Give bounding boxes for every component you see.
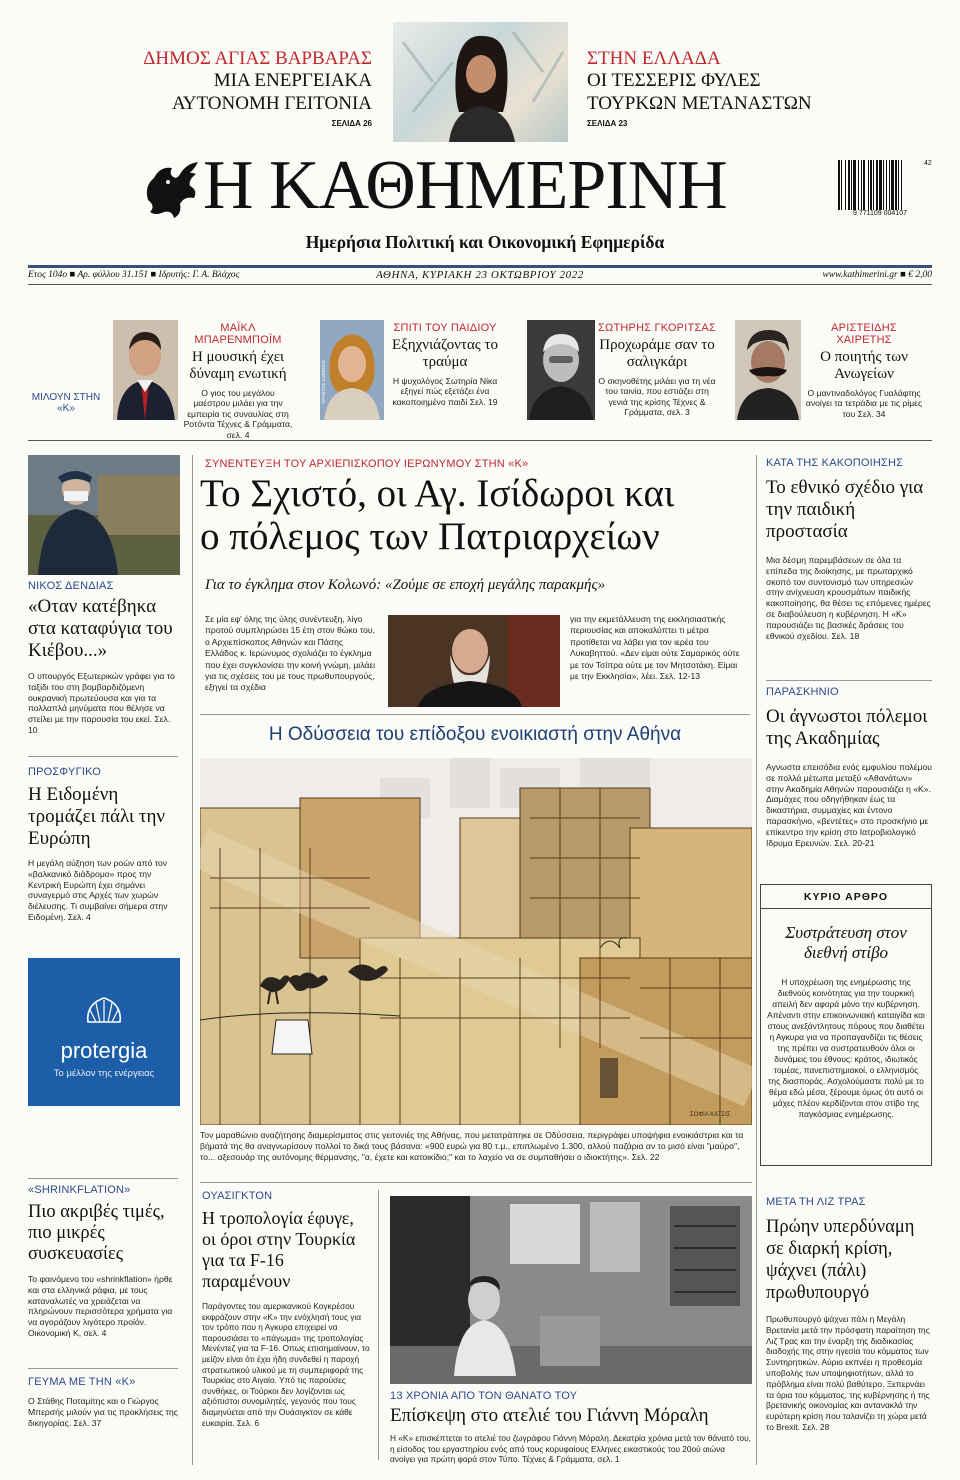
promo-left-kicker: ΔΗΜΟΣ ΑΓΙΑΣ ΒΑΡΒΑΡΑΣ [143, 48, 372, 69]
story-lunch[interactable] [28, 1376, 178, 1428]
editorial-box[interactable] [760, 884, 932, 1166]
story-body: Παράγοντες του αμερικανικού Κογκρέσου εκφράζουν στην «Κ» την ενόχλησή τους για τον τρόπο που η Αγκυρα επιχειρεί να παρουσιάσει το «πάγωμα» της τροπολογίας Μενέντεζ για τα F-16. Οπως επισημαίνουν, το μείζον είναι ότι έχει ήδη συνδεθεί η παροχή στρατιωτικού υλικού με τη συμπεριφορά της Τουρκίας στο Αιγαίο. Υπό τις παρούσες συνθήκες, οι Τούρκοι δεν λογίζονται ως αξιόπιστοι συνομιλητές, γεγονός που τους διαμηνύεται από την Ουάσιγκτον σε κάθε ευκαιρία. Σελ. 6 [202, 1301, 370, 1428]
story-kicker: ΠΑΡΑΣΚΗΝΙΟ [766, 686, 839, 698]
story-truss[interactable] [766, 1196, 932, 1433]
moralis-kicker: 13 ΧΡΟΝΙΑ ΑΠΟ ΤΟΝ ΘΑΝΑΤΟ ΤΟΥ [390, 1390, 578, 1402]
story-kicker: ΠΡΟΣΦΥΓΙΚΟ [28, 766, 102, 778]
promo-right-kicker: ΣΤΗΝ ΕΛΛΑΔΑ [587, 48, 721, 69]
promo-left-line1[interactable]: ΜΙΑ ΕΝΕΡΓΕΙΑΚΑ [213, 70, 372, 91]
main-body-right: για την εκμετάλλευση της εκκλησιαστικής περιουσίας και αποκαλύπτει τι μέτρα προτίθεται να λάβει για τον ιερέα του Λυκαβηττού. «Δεν είμαι ούτε Σαμαρικός ούτε με τον Τσίπρα ούτε με τον Μητσοτάκη. Είμαι με την Εκκλησία», λέει. Σελ. 12-13 [570, 614, 740, 682]
barcode-bar [901, 160, 902, 210]
main-kicker: ΣΥΝΕΝΤΕΥΞΗ ΤΟΥ ΑΡΧΙΕΠΙΣΚΟΠΟΥ ΙΕΡΩΝΥΜΟΥ ΣΤΗΝ «Κ» [205, 458, 529, 470]
barcode-bar [868, 160, 869, 210]
promo-left-line2[interactable]: ΑΥΤΟΝΟΜΗ ΓΕΙΤΟΝΙΑ [171, 93, 372, 114]
story-title: Πρώην υπερδύναμη σε διαρκή κρίση, ψάχνει (πάλι) πρωθυπουργό [766, 1217, 915, 1303]
story-kicker: «SHRINKFLATION» [28, 1184, 131, 1196]
teaser-nika[interactable] [386, 322, 504, 407]
masthead-info-right: www.kathimerini.gr ■ € 2,00 [822, 270, 932, 280]
story-refugees[interactable] [28, 766, 178, 923]
barcode-bar [883, 160, 884, 210]
issue-number: 42 [924, 160, 932, 167]
dendias-photo [28, 455, 180, 575]
barcode-bar [838, 160, 840, 210]
masthead-date: ΑΘΗΝΑ, ΚΥΡΙΑΚΗ 23 ΟΚΤΩΒΡΙΟΥ 2022 [376, 269, 584, 281]
story-title: Οι άγνωστοι πόλεμοι της Ακαδημίας [766, 706, 928, 749]
editorial-title: Συστράτευση στον διεθνή στίβο [785, 923, 907, 962]
barcode-bar [848, 160, 850, 210]
teaser-title: Προχωράμε σαν το σαλιγκάρι [599, 337, 715, 370]
barcode-bar [841, 160, 842, 210]
story-backstage[interactable] [766, 686, 932, 848]
teaser-kicker: ΜΑΪΚΛ ΜΠΑΡΕΝΜΠΟΪΜ [194, 322, 282, 346]
barcode-bar [853, 160, 856, 210]
main-body-left: Σε μία εφ' όλης της ύλης συνέντευξη, λίγο προτού συμπληρώσει 15 έτη στον θώκο του, ο Αρχιεπίσκοπος Αθηνών και Πάσης Ελλάδος κ. Ιερώνυμος σχολιάζει το έγκλημα που έχει συγκλονίσει την κοινή γνώμη, μιλάει για τις σχέσεις του με τους πρωθυπουργούς, εξηγεί τα σχέδια [205, 614, 376, 693]
barcode-number: 9 771109 004107 [853, 210, 907, 217]
main-headline-2[interactable]: ο πόλεμος των Πατριαρχείων [200, 515, 660, 558]
barcode-bar [889, 160, 890, 210]
feature-caption: Τον μαραθώνιο αναζήτησης διαμερίσματος στις γειτονιές της Αθήνας, που μετατράπηκε σε Οδύσσεια, περιγράφει υποψήφια ενοικιάστρια και τα βήματά της θα αναγνωρίσουν πολλοί το δικά τους βάσανα: «900 ευρώ για 80 τ.μ., επιπλωμένο 1.300, αλλού παζάρια αν το μισό είναι "μαύρο", το... αξεσουάρ της αυτόνομης θέρμανσης, "α, έχετε και κατοικίδιο;" και το λαχείο να σε συμπαθήσει ο ιδιοκτήτης». Σελ. 22 [200, 1130, 744, 1162]
story-kicker: ΟΥΑΣΙΓΚΤΟΝ [202, 1190, 273, 1202]
barcode-bar [873, 160, 874, 210]
barcode-bar [879, 160, 882, 210]
main-headline-1[interactable]: Το Σχιστό, οι Αγ. Ισίδωροι και [200, 472, 675, 515]
teaser-kicker: ΣΠΙΤΙ ΤΟΥ ΠΑΙΔΙΟΥ [393, 322, 497, 334]
teaser-title: Η μουσική έχει δύναμη ενωτική [189, 349, 287, 382]
teaser-barenboim[interactable] [182, 322, 294, 440]
story-title: Το εθνικό σχέδιο για την παιδική προστασία [766, 477, 924, 542]
story-kicker: ΜΕΤΑ ΤΗ ΛΙΖ ΤΡΑΣ [766, 1196, 866, 1208]
barcode [838, 160, 922, 222]
masthead-title[interactable]: Η ΚΑΘΗΜΕΡΙΝΗ [203, 147, 727, 224]
story-body: Το φαινόμενο του «shrinkflation» ήρθε και στα ελληνικά ράφια, με τους καταναλωτές να χρειάζεται να πληρώνουν περισσότερα χρήματα για να αγοράζουν λιγότερο προϊόν. Οικονομική Κ, σελ. 4 [28, 1274, 173, 1338]
moralis-photo [390, 1196, 752, 1384]
main-deck: Για το έγκλημα στον Κολωνό: «Ζούμε σε εποχή μεγάλης παρακμής» [205, 577, 606, 593]
ad-brand: protergia [60, 1038, 148, 1063]
story-dendias[interactable] [28, 580, 178, 736]
teasers-label: ΜΙΛΟΥΝ ΣΤΗΝ «Κ» [31, 392, 101, 414]
teaser-title: Ο ποιητής των Ανωγείων [820, 349, 908, 382]
barcode-bar [898, 160, 899, 210]
barcode-bar [858, 160, 859, 210]
masthead-subtitle: Ημερήσια Πολιτική και Οικονομική Εφημερίδα [305, 232, 665, 252]
editorial-label: ΚΥΡΙΟ ΑΡΘΡΟ [761, 891, 931, 909]
photo-credit: ΧΡΗΣΤΟΣ ΣΩΒΙΘΙΟΣ [321, 360, 326, 404]
teaser-kicker: ΑΡΙΣΤΕΙΔΗΣ ΧΑΙΡΕΤΗΣ [831, 322, 897, 346]
promo-left-page: ΣΕΛΙΔΑ 26 [331, 119, 372, 128]
teaser-chairetis[interactable] [805, 322, 923, 419]
story-kicker: ΝΙΚΟΣ ΔΕΝΔΙΑΣ [28, 580, 114, 592]
ad-tagline: Το μέλλον της ενέργειας [53, 1068, 155, 1079]
barcode-bar [891, 160, 894, 210]
promo-right-page: ΣΕΛΙΔΑ 23 [587, 119, 628, 128]
protergia-ad[interactable] [28, 958, 180, 1106]
barcode-bar [845, 160, 846, 210]
story-body: Ο υπουργός Εξωτερικών γράφει για το ταξίδι του στη βομβαρδιζόμενη ουκρανική πρωτεύουσα και για τα πολλαπλά μηνύματα που θέλησε να στείλει με την παρουσία του εκεί. Σελ. 10 [28, 671, 175, 735]
story-body: Ο Στάθης Ποταμίτης και ο Γιώργος Μπερσής μιλούν για τις προκλήσεις της δικηγορίας. Σελ. 37 [28, 1396, 178, 1428]
story-washington[interactable] [202, 1190, 370, 1428]
teaser-goritsas[interactable] [598, 322, 716, 418]
barcode-bar [851, 160, 852, 210]
story-shrinkflation[interactable] [28, 1184, 178, 1339]
teaser-body: Ο γιος του μεγάλου μαέστρου μιλάει για την εμπειρία τις συναυλίας στη Ροτόντα Τέχνες & Γράμματα, σελ. 4 [183, 388, 293, 440]
moralis-body: Η «Κ» επισκέπτεται το ατελιέ του ζωγράφου Γιάννη Μόραλη. Δεκατρία χρόνια μετά τον θάνατό του, η είσοδος του εργαστηρίου ενός από τους κορυφαίους Ελληνες εικαστικούς του 20ού αιώνα ανοίγει για πρώτη φορά στον Τύπο. Τέχνες & Γράμματα, σελ. 1 [390, 1433, 751, 1465]
barcode-bar [861, 160, 862, 210]
masthead-info-left: Ετος 104ο ■ Αρ. φύλλου 31.151 ■ Ιδρυτής: Γ. Α. Βλάχος [28, 270, 240, 280]
story-title: Πιο ακριβές τιμές, πιο μικρές συσκευασίες [28, 1202, 165, 1264]
teaser-photo-nika [320, 320, 384, 420]
teaser-photo-goritsas [527, 320, 595, 420]
feature-title[interactable]: Η Οδύσσεια του επίδοξου ενοικιαστή στην Αθήνα [268, 724, 682, 745]
illustration-signature: ΣΟΦΙΑ ΚΑΤΣΙΣ [690, 1112, 731, 1118]
story-title: Η Ειδομένη τρομάζει πάλι την Ευρώπη [28, 784, 166, 849]
feature-illustration [200, 758, 752, 1125]
teaser-body: Η ψυχολόγος Σωτηρία Νίκα εξηγεί πώς εξετάζει ένα κακοποιημένο παιδί Σελ. 19 [392, 376, 498, 407]
story-kicker: ΓΕΥΜΑ ΜΕ ΤΗΝ «Κ» [28, 1376, 136, 1388]
story-kicker: ΚΑΤΑ ΤΗΣ ΚΑΚΟΠΟΙΗΣΗΣ [766, 457, 904, 469]
barcode-bar [863, 160, 865, 210]
griffin-logo-icon [138, 156, 204, 222]
archbishop-photo [388, 615, 560, 707]
teaser-body: Ο μαντιναδολόγος Γυαλάφτης ανοίγει τα τετράδια με τις ρίμες του Σελ. 34 [805, 388, 923, 419]
teaser-kicker: ΣΩΤΗΡΗΣ ΓΚΟΡΙΤΣΑΣ [598, 322, 716, 334]
barcode-bar [886, 160, 887, 210]
promo-portrait-photo [393, 22, 568, 142]
story-title: Η τροπολογία έφυγε, οι όροι στην Τουρκία για τα F-16 παραμένουν [202, 1208, 356, 1291]
story-title: «Οταν κατέβηκα στα καταφύγια του Κιέβου...» [28, 596, 173, 661]
promo-right-line2[interactable]: ΤΟΥΡΚΩΝ ΜΕΤΑΝΑΣΤΩΝ [587, 93, 812, 114]
story-body: Η μεγάλη αύξηση των ροών από τον «βαλκανικό διάδρομο» προς την Κεντρική Ευρώπη έχει σημάνει συναγερμό στις Αρχές των χωρών διέλευσης. Τι συμβαίνει σήμερα στην Ειδομένη. Σελ. 4 [28, 858, 168, 922]
barcode-bar [870, 160, 872, 210]
story-abuse[interactable] [766, 457, 932, 641]
story-body: Μια δέσμη παρεμβάσεων σε όλα τα επίπεδα της διοίκησης, με πρωταρχικό σκοπό τον συντονισμό των υπηρεσιών στην ανίχνευση κρουσμάτων παιδικής κακοποίησης, θα θέσει τις επόμενες ημέρες σε διαβούλευση η κυβέρνηση. Η «Κ» παρουσιάζει τις βασικές δράσεις του εθνικού σχεδίου. Σελ. 18 [766, 555, 931, 641]
shell-logo-icon [84, 994, 124, 1024]
barcode-bar [895, 160, 897, 210]
editorial-body: Η υποχρέωση της ενημέρωσης της διεθνούς κοινότητας για την τουρκική απειλή δεν αφορά μόνο την κυβέρνηση. Απέναντι στην επικοινωνιακή καταιγίδα και στους ανεξάντλητους πόρους που διαθέτει η Αγκυρα για να προπαγανδίζει τις θέσεις της πρέπει να συστρατευθούν όλοι οι δυνάμεις του έθνους: κράτος, ιδιωτικός τομέας, πανεπιστημιακοί, ο ελληνισμός της διασποράς. Ασχολούμαστε πολύ με το θέμα εδώ μέσα, ξέρουμε όμως ότι αυτό οι μάχες πλέον κερδίζονται στον στίβο της παγκόσμιας ενημέρωσης. [767, 977, 925, 1119]
moralis-title[interactable]: Επίσκεψη στο ατελιέ του Γιάννη Μόραλη [390, 1405, 709, 1426]
teaser-title: Εξηχνιάζοντας το τραύμα [391, 337, 499, 370]
barcode-bar [876, 160, 878, 210]
story-body: Πρωθυπουργό ψάχνει πάλι η Μεγάλη Βρετανία μετά την πρόσφατη παραίτηση της Λιζ Τρας και την έναρξη της διαδικασίας διαδοχής της στην ηγεσία του κόμματος των Συντηρητικών. Αύριο εκπνέει η προθεσμία υποβολής των υποψηφιοτήτων, αλλά το πρόβλημα είναι πολύ βαθύτερο. Ξεπερνάει τα όρια του κόμματος, της κυβέρνησης ή της βρετανικής οικονομίας και αντανακλά την ευρύτερη κρίση που ταλανίζει τη χώρα μετά το Brexit. Σελ. 28 [766, 1314, 930, 1432]
teaser-photo-barenboim [113, 320, 178, 420]
teaser-body: Ο σκηνοθέτης μιλάει για τη νέα του ταινία, που εστιάζει στη γενιά της κρίσης Τέχνες & Γράμματα, σελ. 3 [598, 376, 716, 418]
promo-right-line1[interactable]: ΟΙ ΤΕΣΣΕΡΙΣ ΦΥΛΕΣ [587, 70, 761, 91]
teaser-photo-chairetis [735, 320, 801, 420]
story-body: Αγνωστα επεισόδια ενός εμφυλίου πολέμου σε πολλά μέτωπα μεταξύ «Αθανάτων» στην Ακαδημία Αθηνών παρουσιάζει η «Κ». Διαμάχες που οδηγήθηκαν έως τα δικαστήρια, συμμαχίες και έντονο παρασκήνιο, «βεντέτες» στο προσκήνιο με επίκεντρο την κρίση στο Ιατροβιολογικό Ιδρυμα Ερευνών. Σελ. 20-21 [766, 762, 932, 848]
